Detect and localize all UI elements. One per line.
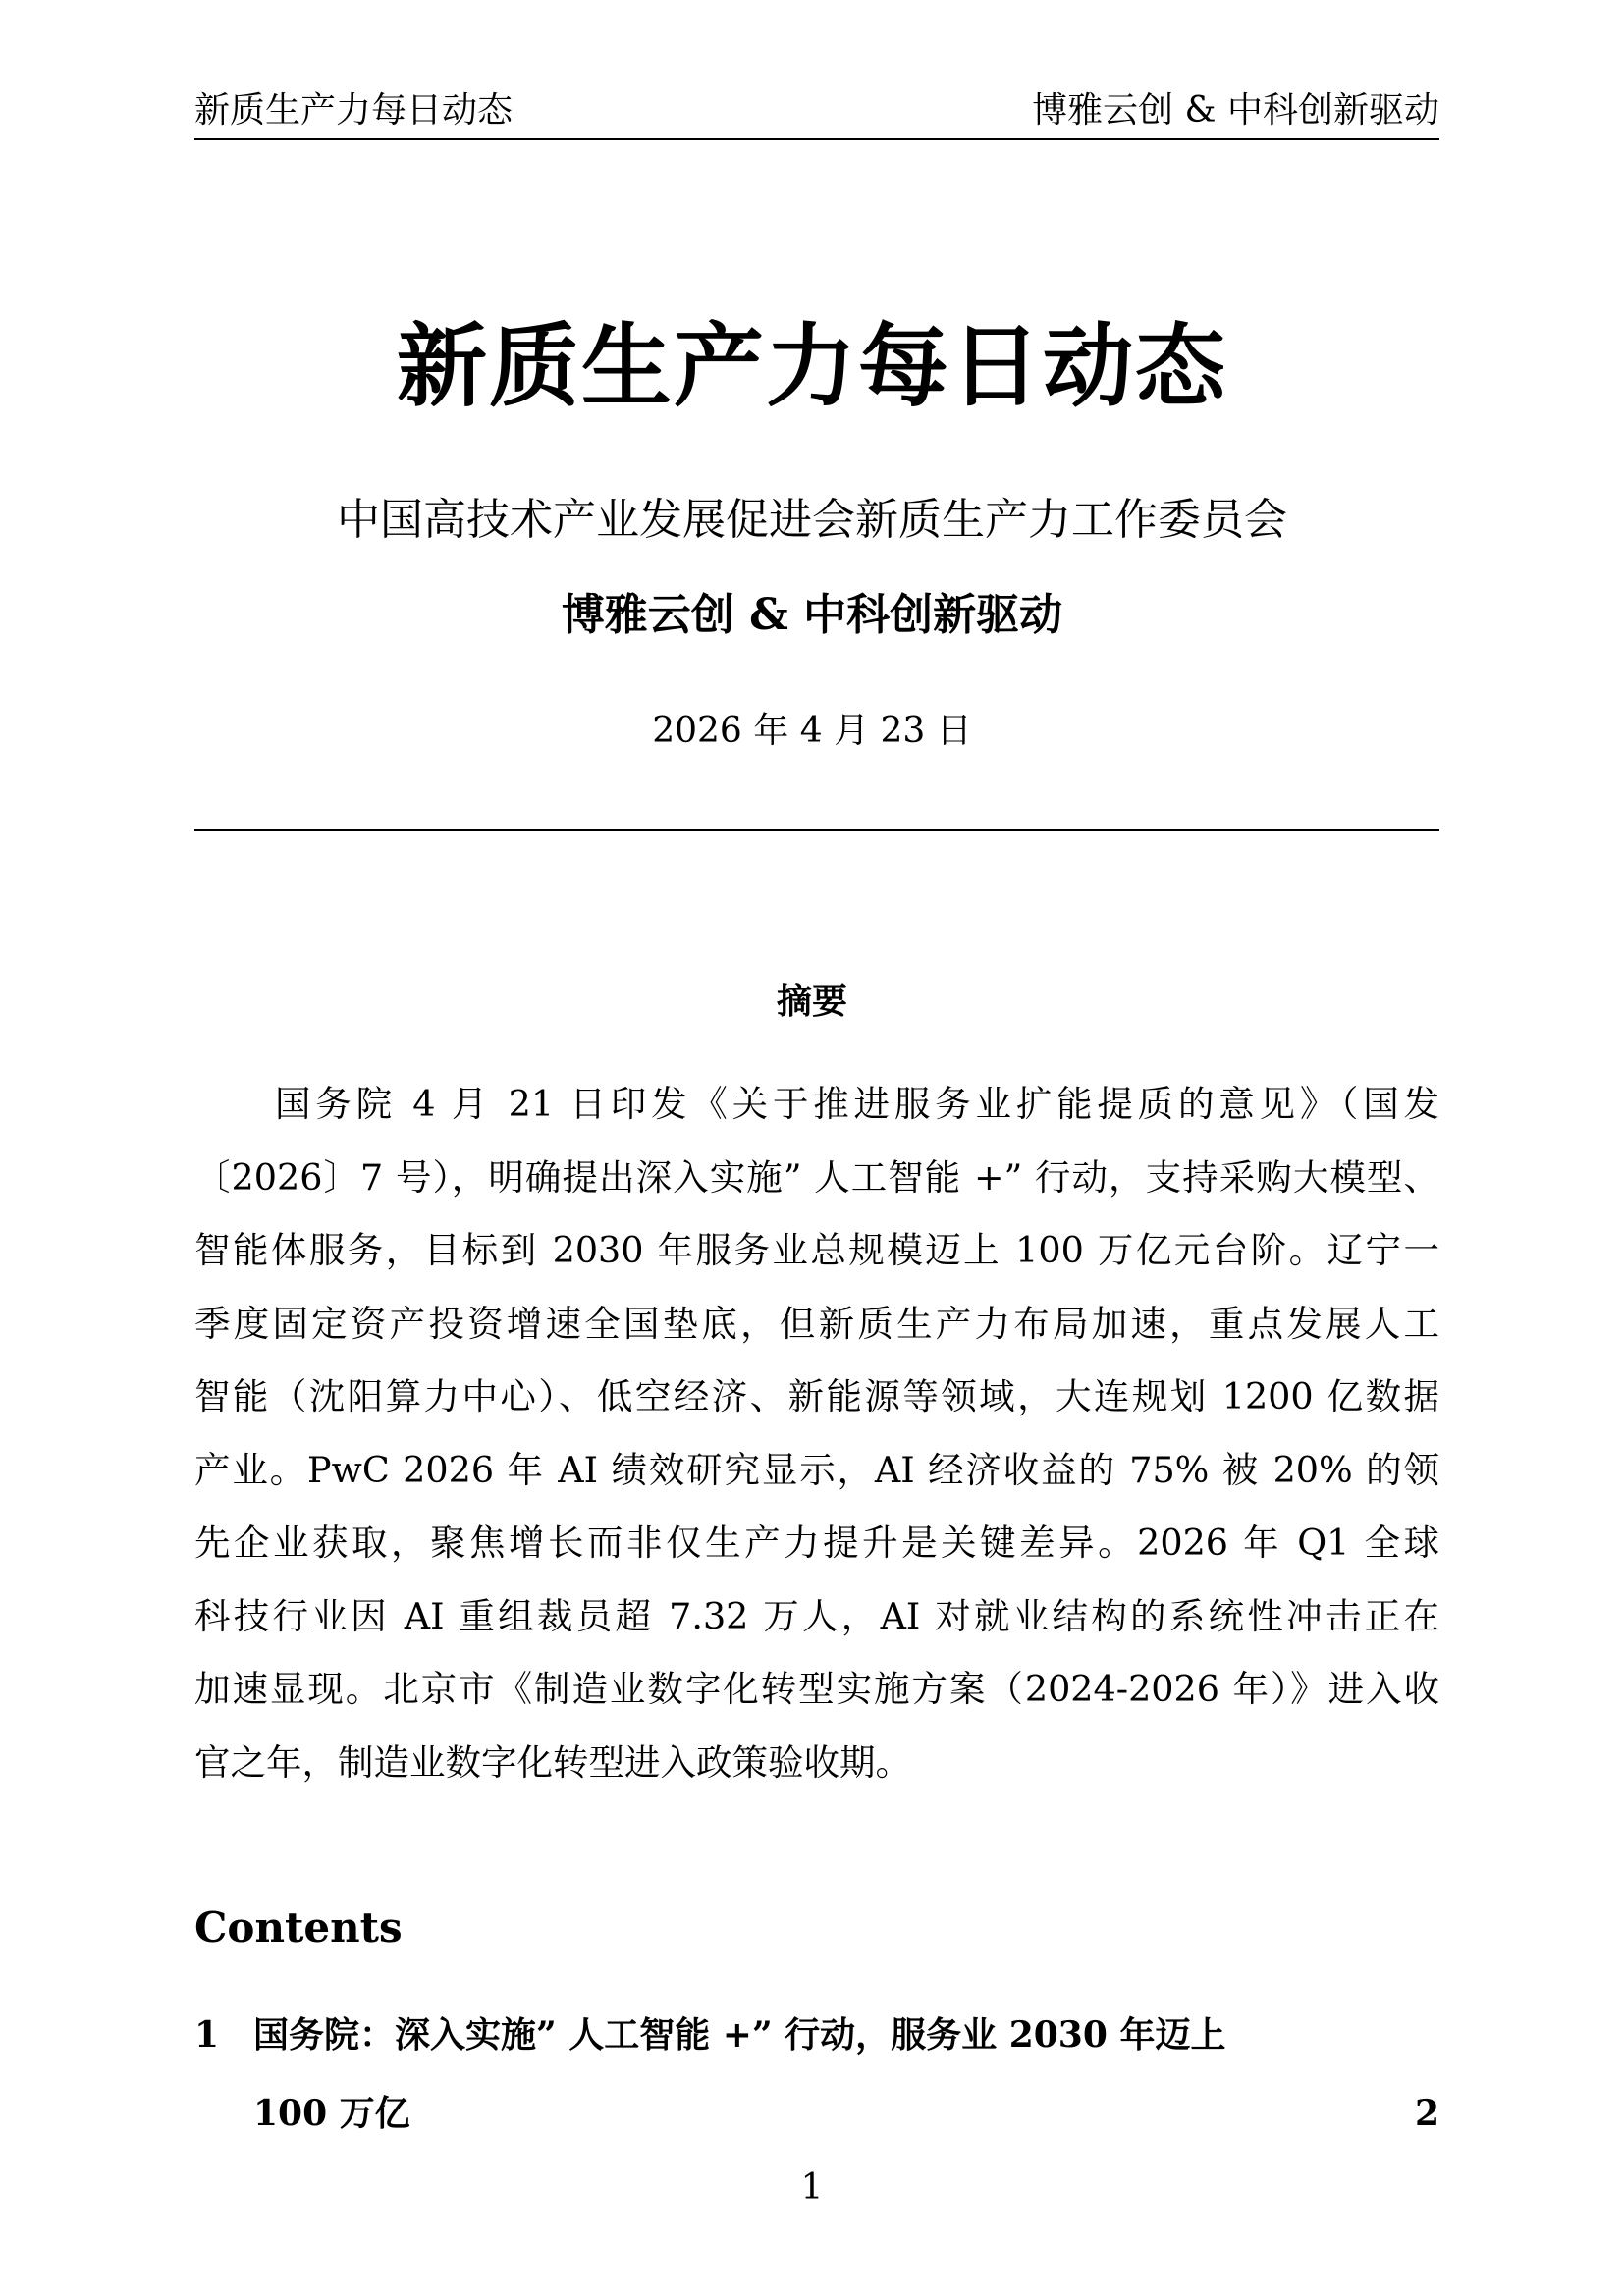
abstract-line: 产业。PwC 2026 年 AI 绩效研究显示，AI 经济收益的 75% 被 20% 的领: [194, 1448, 1439, 1491]
abstract-body: [194, 1080, 1439, 1811]
abstract-line: 智能（沈阳算力中心）、低空经济、新能源等领域，大连规划 1200 亿数据: [194, 1375, 1439, 1417]
toc-entry-number: 1: [194, 2014, 220, 2056]
contents-heading: Contents: [194, 1903, 403, 1951]
running-header-authors: 博雅云创 & 中科创新驱动: [1032, 90, 1439, 131]
toc-entry-page[interactable]: 2: [1414, 2093, 1439, 2134]
abstract-heading: 摘要: [776, 981, 847, 1022]
abstract-line: 〔2026〕7 号），明确提出深入实施” 人工智能 +” 行动，支持采购大模型、: [194, 1155, 1439, 1199]
toc-entry-title-continued[interactable]: 100 万亿: [253, 2093, 410, 2134]
abstract-line: 智能体服务，目标到 2030 年服务业总规模迈上 100 万亿元台阶。辽宁一: [194, 1229, 1439, 1271]
abstract-line: 官之年，制造业数字化转型进入政策验收期。: [194, 1740, 911, 1784]
running-header: [194, 86, 1439, 135]
abstract-line: 国务院 4 月 21 日印发《关于推进服务业扩能提质的意见》（国发: [275, 1083, 1439, 1125]
running-header-title: 新质生产力每日动态: [194, 90, 514, 131]
document-title: 新质生产力每日动态: [396, 313, 1227, 419]
abstract-line: 先企业获取，聚焦增长而非仅生产力提升是关键差异。2026 年 Q1 全球: [194, 1522, 1439, 1564]
document-date: 2026 年 4 月 23 日: [652, 711, 972, 751]
header-rule: [194, 138, 1439, 140]
abstract-line: 加速显现。北京市《制造业数字化转型实施方案（2024-2026 年）》进入收: [194, 1668, 1439, 1710]
toc-entry-title[interactable]: 国务院：深入实施” 人工智能 +” 行动，服务业 2030 年迈上: [253, 2014, 1226, 2056]
document-organization: 中国高技术产业发展促进会新质生产力工作委员会: [337, 495, 1287, 545]
abstract-line: 季度固定资产投资增速全国垫底，但新质生产力布局加速，重点发展人工: [194, 1302, 1439, 1345]
title-rule: [194, 829, 1439, 831]
page-number: 1: [800, 2167, 824, 2208]
abstract-line: 科技行业因 AI 重组裁员超 7.32 万人，AI 对就业结构的系统性冲击正在: [194, 1594, 1439, 1637]
document-authors: 博雅云创 & 中科创新驱动: [561, 590, 1063, 640]
